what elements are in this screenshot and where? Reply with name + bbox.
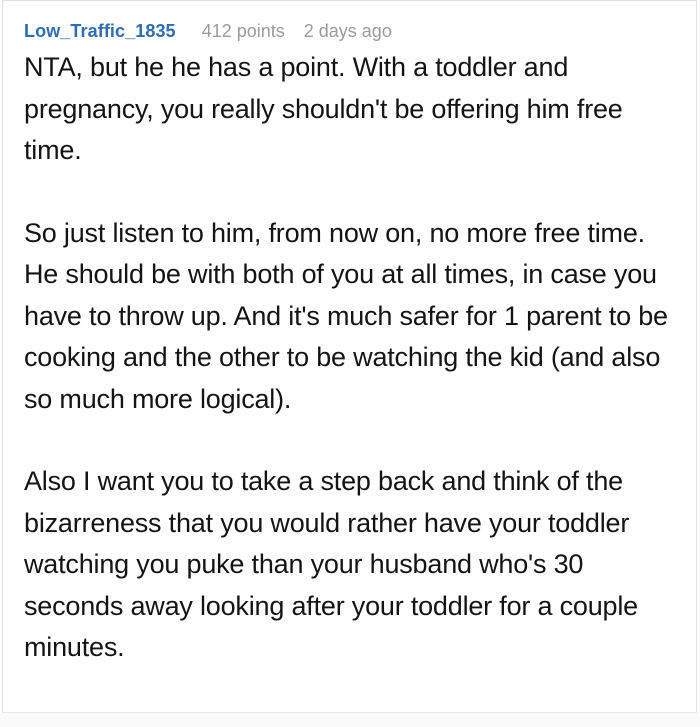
comment-username-link[interactable]: Low_Traffic_1835	[24, 21, 176, 41]
page-background-strip	[0, 713, 700, 727]
comment-paragraph: So just listen to him, from now on, no more free time. He should be with both of you at all times, in case you have to throw up. And it's much safer for 1 parent to be cooking and the other to be watching the kid (and also so much more logical).	[24, 217, 668, 414]
comment-points: 412 points	[201, 21, 285, 41]
comment-timestamp: 2 days ago	[303, 21, 392, 41]
comment-header	[24, 21, 668, 41]
comment-paragraph: NTA, but he he has a point. With a toddler and pregnancy, you really shouldn't be offering him free time.	[24, 52, 623, 165]
comment-card	[2, 0, 697, 713]
comment-paragraph: Also I want you to take a step back and think of the bizarreness that you would rather have your toddler watching you puke than your husband who's 30 seconds away looking after your toddler for a couple minutes.	[24, 466, 638, 662]
comment-body	[24, 47, 668, 669]
